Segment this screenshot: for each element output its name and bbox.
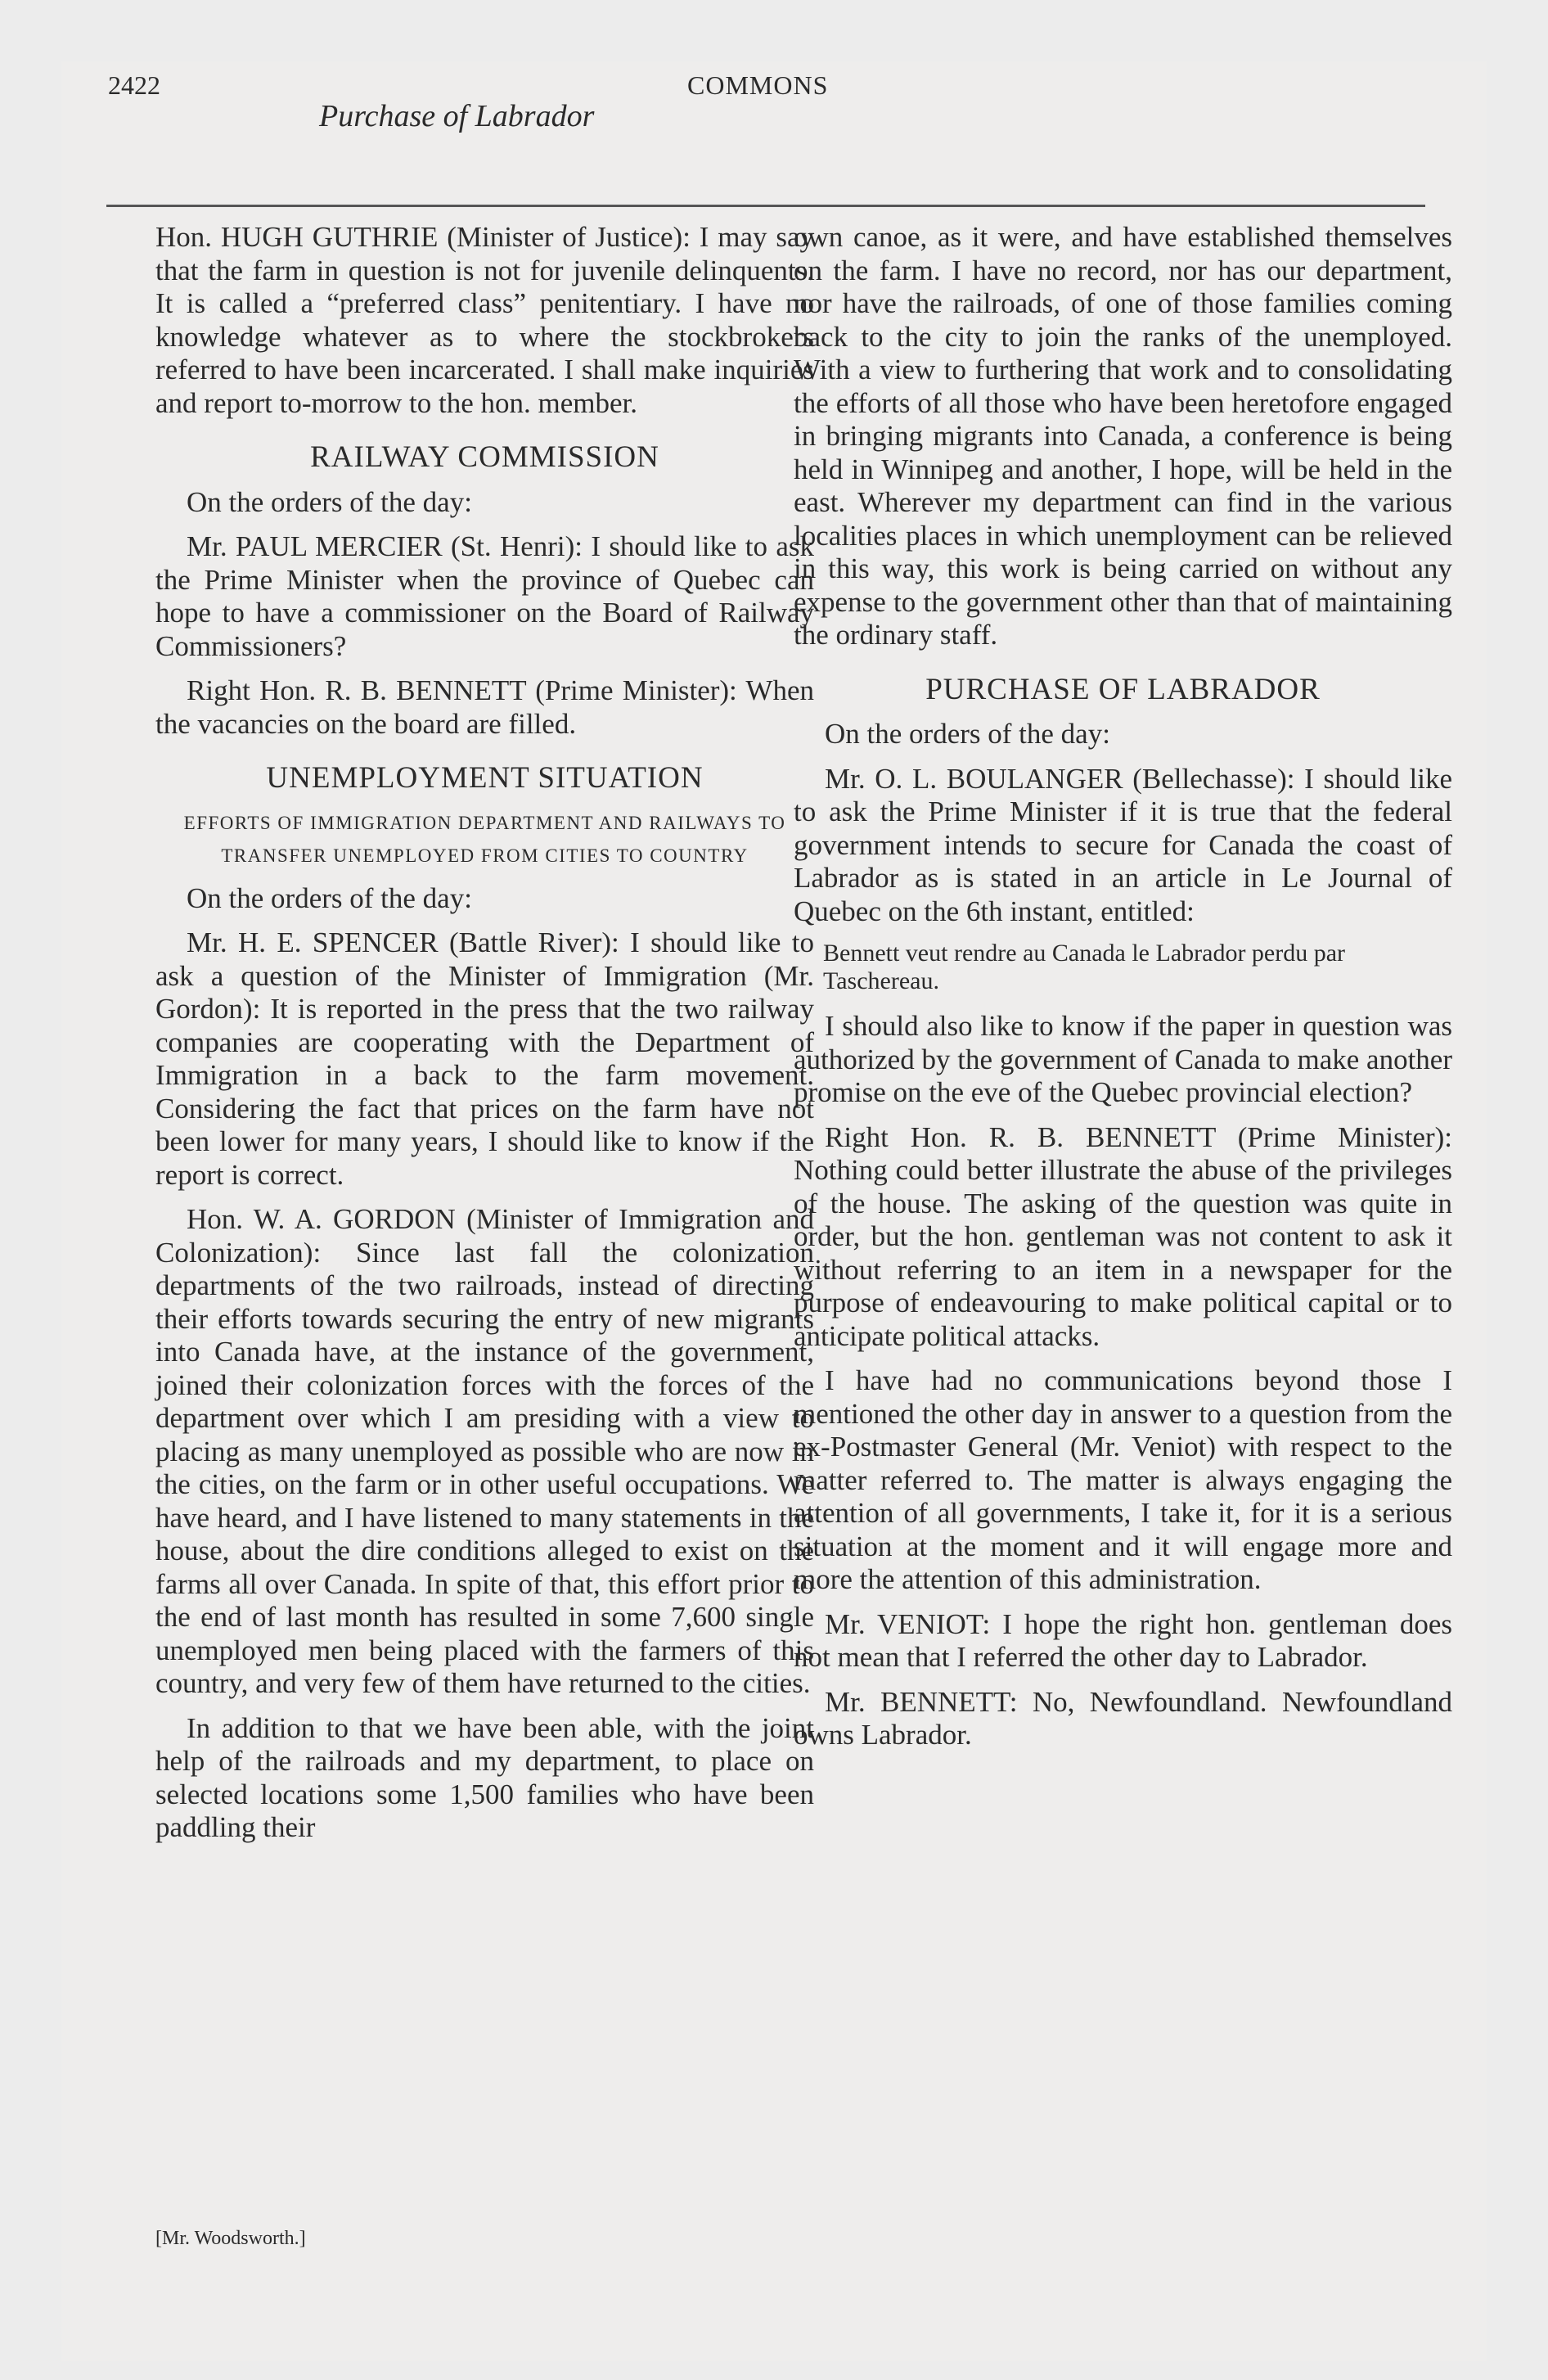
paragraph: I should also like to know if the paper in question was authorized by the government of Canada to make another promise on the eve of the Quebec provincial election? [794,1010,1452,1108]
section-heading-railway-commission: RAILWAY COMMISSION [310,440,659,474]
quoted-title: Bennett veut rendre au Canada le Labrador perdu par Taschereau. [823,940,1346,994]
paragraph: own canoe, as it were, and have established themselves on the farm. I have no record, nor has our department, nor have the railroads, of one of those families coming back to the city to join the ranks of the unemployed. With a view to furthering that work and to consolidating the efforts of all those who have been heretofore engaged in bringing migrants into Canada, a conference is being held in Winnipeg and another, I hope, will be held in the east. Wherever my department can find in the various localities places in which unemployment can be relieved in this way, this work is being carried on without any expense to the government other than that of maintaining the ordinary staff. [794,221,1452,651]
running-header-house: COMMONS [687,70,829,100]
paragraph: Right Hon. R. B. BENNETT (Prime Minister): Nothing could better illustrate the abuse of the privileges of the house. The asking of the question was quite in order, but the hon. gentleman was not content to ask it without referring to an item in a newspaper for the purpose of endeavouring to make political capital or to anticipate political attacks. [794,1120,1452,1352]
paragraph: I have had no communications beyond those I mentioned the other day in answer to a question from the ex-Postmaster General (Mr. Veniot) with respect to the matter referred to. The matter is always engaging the attention of all governments, I take it, for it is a serious situation at the moment and it will engage more and more the attention of this administration. [794,1364,1452,1595]
paragraph: Mr. PAUL MERCIER (St. Henri): I should like to ask the Prime Minister when the province of Quebec can hope to have a commissioner on the Board of Railway Commissioners? [155,530,814,662]
section-subheading: EFFORTS OF IMMIGRATION DEPARTMENT AND RAILWAYS TO TRANSFER UNEMPLOYED FROM CITIES TO COUNTRY [183,812,786,866]
page-number: 2422 [108,70,160,100]
paragraph: Mr. O. L. BOULANGER (Bellechasse): I should like to ask the Prime Minister if it is true that the federal government intends to secure for Canada the coast of Labrador as is stated in an article in Le Journal of Quebec on the 6th instant, entitled: [794,762,1452,927]
paragraph: Mr. H. E. SPENCER (Battle River): I should like to ask a question of the Minister of Immigration (Mr. Gordon): It is reported in the press that the two railway companies are cooperating with the Department of Immigration in a back to the farm movement. Considering the fact that prices on the farm have not been lower for many years, I should like to know if the report is correct. [155,926,814,1191]
orders-of-the-day: On the orders of the day: [187,881,472,914]
running-subtitle: Purchase of Labrador [319,99,595,133]
paragraph: Mr. BENNETT: No, Newfoundland. Newfoundland owns Labrador. [794,1685,1452,1751]
paragraph: Hon. HUGH GUTHRIE (Minister of Justice): I may say that the farm in question is not for juvenile delinquents. It is called a “preferred class” penitentiary. I have no knowledge whatever as to where the stockbrokers referred to have been incarcerated. I shall make inquiries and report to-morrow to the hon. member. [155,221,814,419]
footer-speaker-note: [Mr. Woodsworth.] [155,2228,306,2249]
paragraph: Hon. W. A. GORDON (Minister of Immigration and Colonization): Since last fall the colonization departments of the two railroads, instead of directing their efforts towards securing the entry of new migrants into Canada have, at the instance of the government, joined their colonization forces with the forces of the department over which I am presiding with a view to placing as many unemployed as possible who are now in the cities, on the farm or in other useful occupations. We have heard, and I have listened to many statements in the house, about the dire conditions alleged to exist on the farms all over Canada. In spite of that, this effort prior to the end of last month has resulted in some 7,600 single unemployed men being placed with the farmers of this country, and very few of them have returned to the cities. [155,1203,814,1699]
right-column [794,221,1452,1764]
orders-of-the-day: On the orders of the day: [825,718,1110,750]
paragraph: Right Hon. R. B. BENNETT (Prime Minister): When the vacancies on the board are filled. [155,674,814,740]
header-rule [106,205,1425,207]
section-heading-purchase-of-labrador: PURCHASE OF LABRADOR [925,672,1321,706]
orders-of-the-day: On the orders of the day: [187,485,472,518]
section-heading-unemployment: UNEMPLOYMENT SITUATION [266,761,704,795]
paragraph: In addition to that we have been able, with the joint help of the railroads and my department, to place on selected locations some 1,500 families who have been paddling their [155,1711,814,1843]
left-column [155,221,814,1856]
paragraph: Mr. VENIOT: I hope the right hon. gentleman does not mean that I referred the other day to Labrador. [794,1607,1452,1673]
